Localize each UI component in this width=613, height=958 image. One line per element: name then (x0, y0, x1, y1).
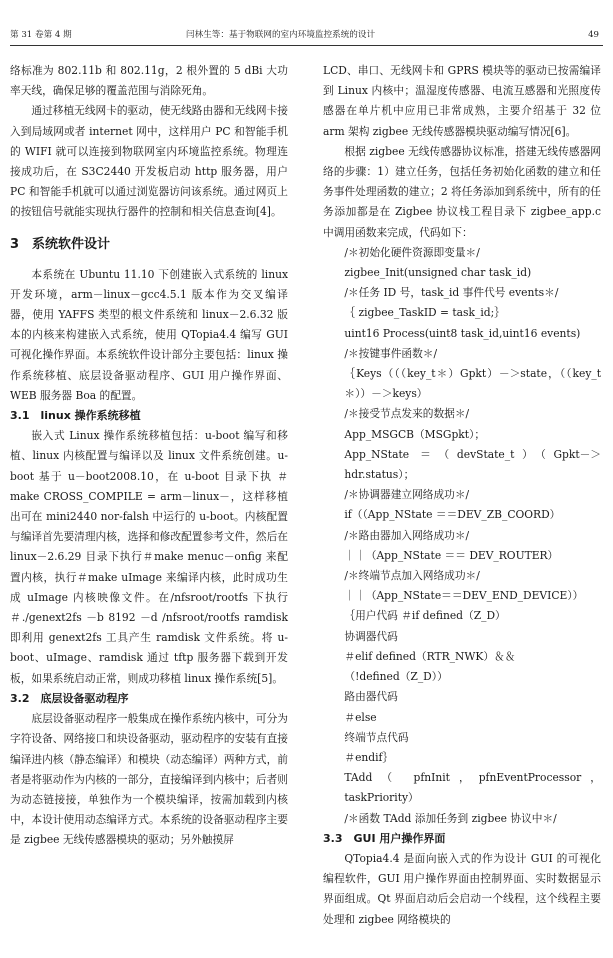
code-line: /＊任务 ID 号，task_id 事件代号 events＊/ (344, 286, 559, 300)
code-line: （!defined（Z_D）） (344, 670, 448, 684)
code-line: TAdd（ pfnInit，pfnEventProcessor，taskPriority） (344, 771, 601, 805)
code-line: uint16 Process(uint8 task_id,uint16 events) (344, 326, 581, 340)
subsection-heading: 3.1 linux 操作系统移植 (10, 409, 141, 423)
code-listing (323, 243, 601, 829)
section-heading: 3 系统软件设计 (10, 236, 111, 252)
paragraph: 嵌入式 Linux 操作系统移植包括：u-boot 编写和移植、linux 内核配置与编译以及 linux 文件系统创建。u-boot 基于 u－boot2008.10，在 u-boot 目录下执 ＃ make CROSS_COMPILE = arm－linux－，这样移植出可在 mini2440 nor-falsh 中运行的 u-boot。内核配置与编译首先要清理内核，选择和修改配置参考文件，然后在 linux－2.6.29 目录下执行＃make menuc－onfig 来配置内核，执行＃make uImage 来编译内核，此时成功生成 uImage 内核映像文件。在/nfsroot/rootfs 下执行＃./genext2fs －b 8192 －d /nfsroot/rootfs ramdisk 即利用 genext2fs 工具产生 ramdisk 文件系统。将 u-boot、uImage、ramdisk 通过 tftp 服务器下载到开发板，如果系统启动正常，则成功移植 linux 操作系统[5]。 (10, 429, 288, 685)
code-line: ｜｜（App_NState＝＝DEV_END_DEVICE）） (344, 589, 584, 603)
paragraph: 络标准为 802.11b 和 802.11g，2 根外置的 5 dBi 大功率天线，确保足够的覆盖范围与消除死角。 (10, 64, 288, 98)
code-line: 协调器代码 (344, 629, 398, 643)
right-column (323, 61, 601, 930)
left-column (10, 61, 288, 851)
paragraph: 底层设备驱动程序一般集成在操作系统内核中，可分为字符设备、网络接口和块设备驱动，驱动程序的安装有直接编译进内核（静态编译）和模块（动态编译）两种方式，前者是将驱动作为内核的一部分，直接编译到内核中；后者则为动态链接接，单独作为一个模块编译，按需加载到内核中，本设计使用动态编译方式。本系统的设备驱动程序主要是 zigbee 无线传感器模块的驱动；另外触摸屏 (10, 712, 288, 847)
paragraph: 根据 zigbee 无线传感器协议标准，搭建无线传感器网络的步骤：1）建立任务，包括任务初始化函数的建立和任务事件处理函数的建立；2 将任务添加到系统中，所有的任务添加都是在 Zigbee 协议栈工程目录下 zigbee_app.c 中调用函数来完成，代码如下： (323, 144, 601, 239)
code-line: App_NState ＝（devState_t）（Gpkt－＞hdr.status）； (344, 447, 601, 482)
paragraph: 本系统在 Ubuntu 11.10 下创建嵌入式系统的 linux 开发环境，arm－linux－gcc4.5.1 版本作为交叉编译器，使用 YAFFS 类型的根文件系统和 linux－2.6.32 版本的内核来构建嵌入式系统，使用 QTopia4.4 编写 GUI 可视化操作界面。本系统软件设计部分主要包括：linux 操作系统移植、底层设备驱动程序、GUI 用户操作界面、WEB 服务器 Boa 的配置。 (10, 267, 288, 402)
code-line: /＊接受节点发来的数据＊/ (344, 407, 470, 421)
code-line: /＊路由器加入网络成功＊/ (344, 528, 470, 542)
header-rule (10, 45, 603, 46)
code-line: ＃elif defined（RTR_NWK）＆＆ (344, 649, 516, 663)
code-line: ｛ zigbee_TaskID = task_id;｝ (344, 306, 505, 320)
journal-volume-issue: 第 31 卷第 4 期 (10, 30, 72, 40)
paragraph: QTopia4.4 是面向嵌入式的作为设计 GUI 的可视化编程软件，GUI 用户操作界面由控制界面、实时数据显示界面组成。Qt 界面启动后会启动一个线程，这个线程主要处理和 zigbee 网络模块的 (323, 851, 601, 926)
code-line: ＃endif｝ (344, 750, 394, 764)
code-line: if（（App_NState ＝＝DEV_ZB_COORD） (344, 508, 561, 522)
code-line: /＊终端节点加入网络成功＊/ (344, 569, 480, 583)
subsection-heading: 3.3 GUI 用户操作界面 (323, 831, 446, 845)
running-title: 闫林生等：基于物联网的室内环境监控系统的设计 (186, 30, 376, 40)
code-line: App_MSGCB（MSGpkt）； (344, 427, 486, 441)
code-line: zigbee_Init(unsigned char task_id) (344, 266, 532, 280)
code-line: /＊函数 TAdd 添加任务到 zigbee 协议中＊/ (344, 811, 557, 825)
page-number: 49 (588, 30, 599, 40)
paragraph: LCD、串口、无线网卡和 GPRS 模块等的驱动已按需编译到 Linux 内核中；温湿度传感器、电流互感器和光照度传感器在单片机中应用已非常成熟，主要介绍基于 32 位 arm 架构 zigbee 无线传感器模块驱动编写情况[6]。 (323, 64, 601, 138)
code-line: ｛用户代码 ＃if defined（Z_D） (344, 609, 506, 623)
paragraph: 通过移植无线网卡的驱动，使无线路由器和无线网卡接入到局域网或者 internet 网中，这样用户 PC 和智能手机的 WIFI 就可以连接到物联网室内环境监控系统。物理连接成功后，在 S3C2440 开发板启动 http 服务器，用户 PC 和智能手机就可以通过浏览器访问该系统。通过网页上的按钮信号就能实现执行器件的控制和相关信息查询[4]。 (10, 104, 288, 219)
code-line: /＊初始化硬件资源即变量＊/ (344, 245, 480, 259)
running-header (10, 28, 603, 42)
code-line: 路由器代码 (344, 690, 398, 704)
subsection-heading: 3.2 底层设备驱动程序 (10, 691, 129, 705)
code-line: ｛Keys（（（key_t＊）Gpkt）－＞state，（（key_t＊））－＞keys） (344, 367, 601, 401)
code-line: ＃else (344, 710, 377, 724)
code-line: 终端节点代码 (344, 730, 409, 744)
code-line: /＊按键事件函数＊/ (344, 346, 438, 360)
code-line: ｜｜（App_NState ＝＝ DEV_ROUTER） (344, 548, 559, 562)
code-line: /＊协调器建立网络成功＊/ (344, 488, 470, 502)
